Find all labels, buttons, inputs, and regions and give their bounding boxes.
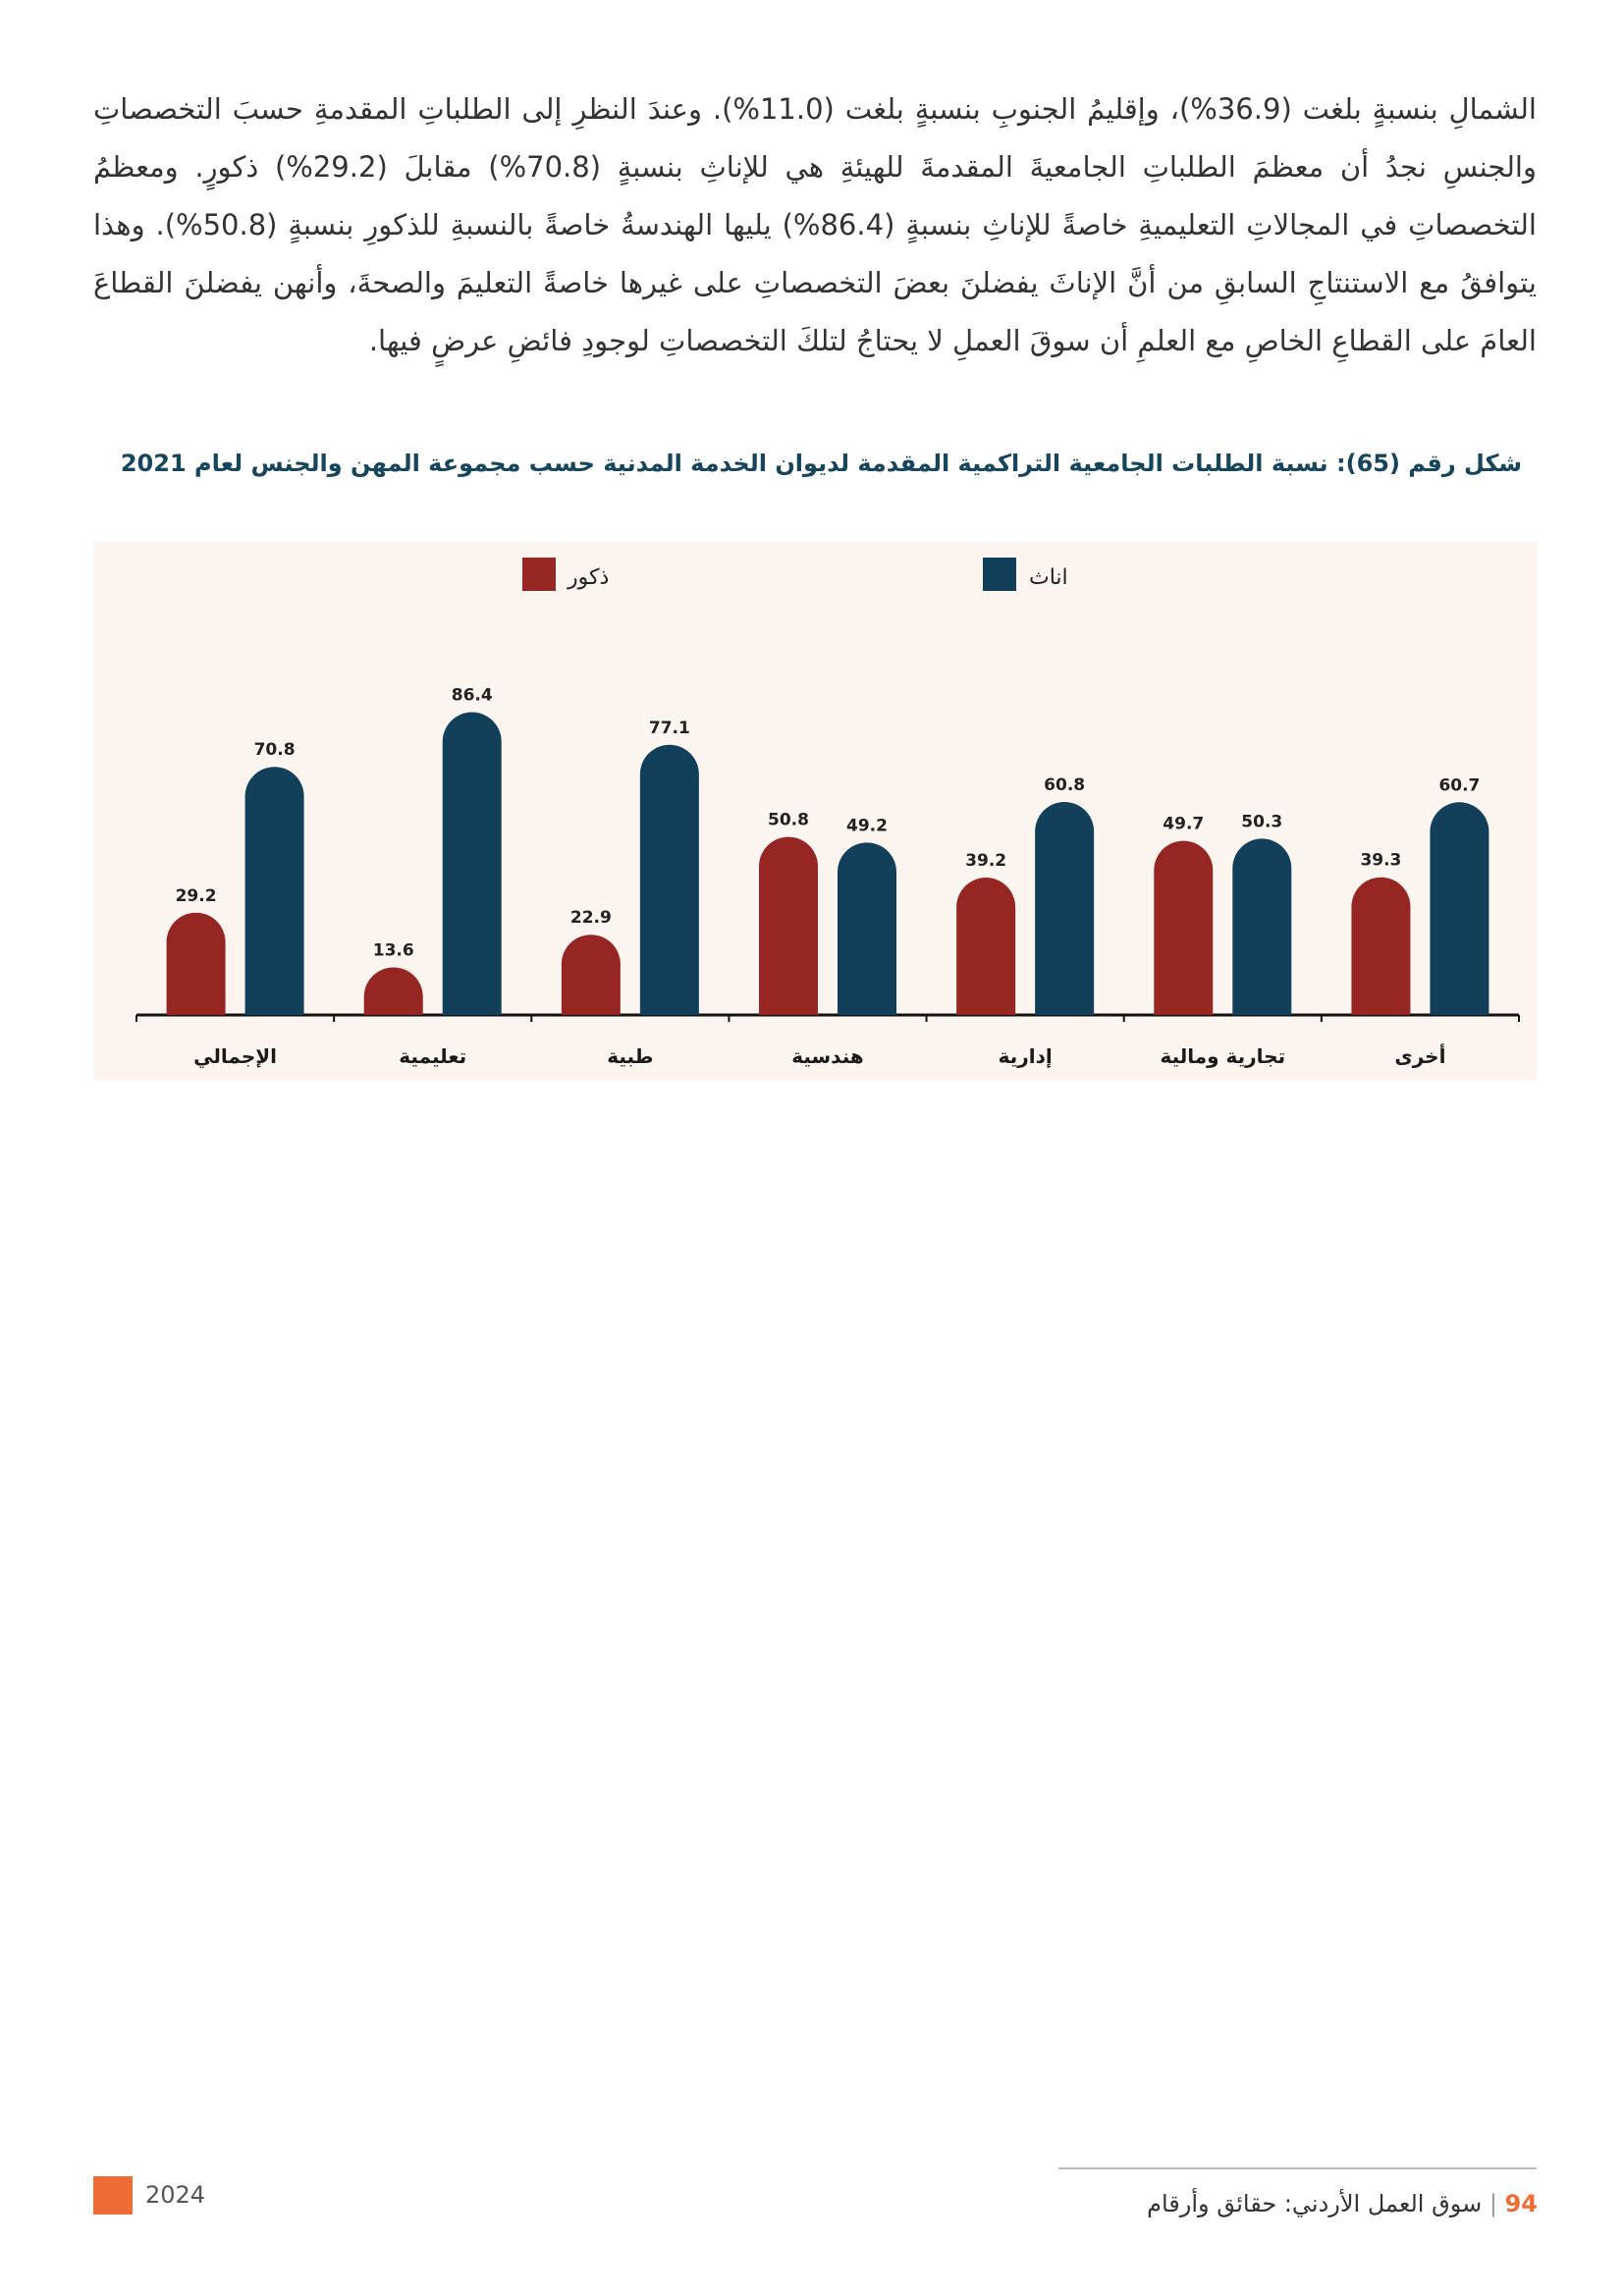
bar-female-4 [1035, 802, 1094, 1015]
bar-female-2 [640, 745, 699, 1015]
category-label: طبية [607, 1044, 654, 1068]
bar-female-3 [838, 842, 896, 1015]
data-label: 50.8 [768, 810, 809, 830]
data-label: 60.7 [1438, 775, 1481, 796]
bar-male-2 [562, 934, 621, 1015]
data-label: 39.2 [965, 851, 1007, 872]
chart-area [93, 541, 1538, 1081]
page-number: 94 [1504, 2190, 1538, 2217]
data-label: 49.2 [846, 816, 888, 836]
legend-swatch-male [522, 558, 556, 591]
data-label: 50.3 [1241, 812, 1283, 832]
bar-male-3 [759, 837, 818, 1015]
data-label: 39.3 [1360, 850, 1402, 871]
footer-divider [1058, 2167, 1537, 2169]
bar-male-0 [167, 913, 226, 1015]
bar-female-5 [1232, 838, 1291, 1015]
data-label: 60.8 [1044, 774, 1086, 795]
category-label: الإجمالي [193, 1044, 277, 1068]
footer-year: 2024 [145, 2181, 206, 2209]
bar-chart [93, 541, 1538, 1081]
category-label: أخرى [1394, 1044, 1446, 1068]
bar-female-1 [443, 713, 502, 1015]
bar-female-0 [245, 767, 304, 1015]
year-marker [93, 2176, 133, 2215]
bar-male-4 [956, 878, 1015, 1015]
category-label: تجارية ومالية [1160, 1044, 1286, 1068]
category-label: تعليمية [399, 1044, 467, 1068]
data-label: 22.9 [569, 908, 612, 929]
data-label: 29.2 [175, 885, 217, 906]
publication-title: سوق العمل الأردني: حقائق وأرقام [1147, 2190, 1483, 2217]
bar-male-1 [364, 967, 423, 1015]
legend-label-male: ذكور [568, 565, 610, 590]
body-paragraph: الشمالِ بنسبةٍ بلغت (36.9%)، وإقليمُ الجنوبِ بنسبةٍ بلغت (11.0%). وعندَ النظرِ إلى الطلباتِ المقدمةِ حسبَ التخصصاتِ والجنسِ نجدُ أن معظمَ الطلباتِ الجامعيةَ المقدمةَ للهيئةِ هي للإناثِ بنسبةٍ (70.8%) مقابلَ (29.2%) ذكورٍ. ومعظمُ التخصصاتِ في المجالاتِ التعليميةِ خاصةً للإناثِ بنسبةٍ (86.4%) يليها الهندسةُ خاصةً بالنسبةِ للذكورِ بنسبةٍ (50.8%). وهذا يتوافقُ مع الاستنتاجِ السابقِ من أنَّ الإناثَ يفضلنَ بعضَ التخصصاتِ على غيرها خاصةً التعليمَ والصحةَ، وأنهن يفضلنَ القطاعَ العامَ على القطاعِ الخاصِ مع العلمِ أن سوقَ العملِ لا يحتاجُ لتلكَ التخصصاتِ لوجودِ فائضِ عرضٍ فيها. [93, 92, 1537, 357]
data-label: 49.7 [1163, 814, 1205, 834]
legend-label-female: اناث [1029, 565, 1068, 590]
category-label: إدارية [998, 1044, 1053, 1068]
data-label: 70.8 [253, 740, 296, 761]
footer-publication [1147, 2190, 1538, 2217]
data-label: 86.4 [451, 685, 493, 706]
bar-female-6 [1430, 802, 1489, 1015]
footer-separator: | [1489, 2190, 1497, 2217]
legend-swatch-female [983, 558, 1016, 591]
category-label: هندسية [791, 1044, 864, 1068]
bar-male-5 [1154, 841, 1213, 1015]
data-label: 77.1 [648, 718, 690, 738]
bar-male-6 [1351, 878, 1410, 1015]
figure-title: شكل رقم (65): نسبة الطلبات الجامعية التراكمية المقدمة لديوان الخدمة المدنية حسب مجموعة المهن والجنس لعام 2021 [120, 450, 1522, 477]
data-label: 13.6 [372, 940, 414, 961]
